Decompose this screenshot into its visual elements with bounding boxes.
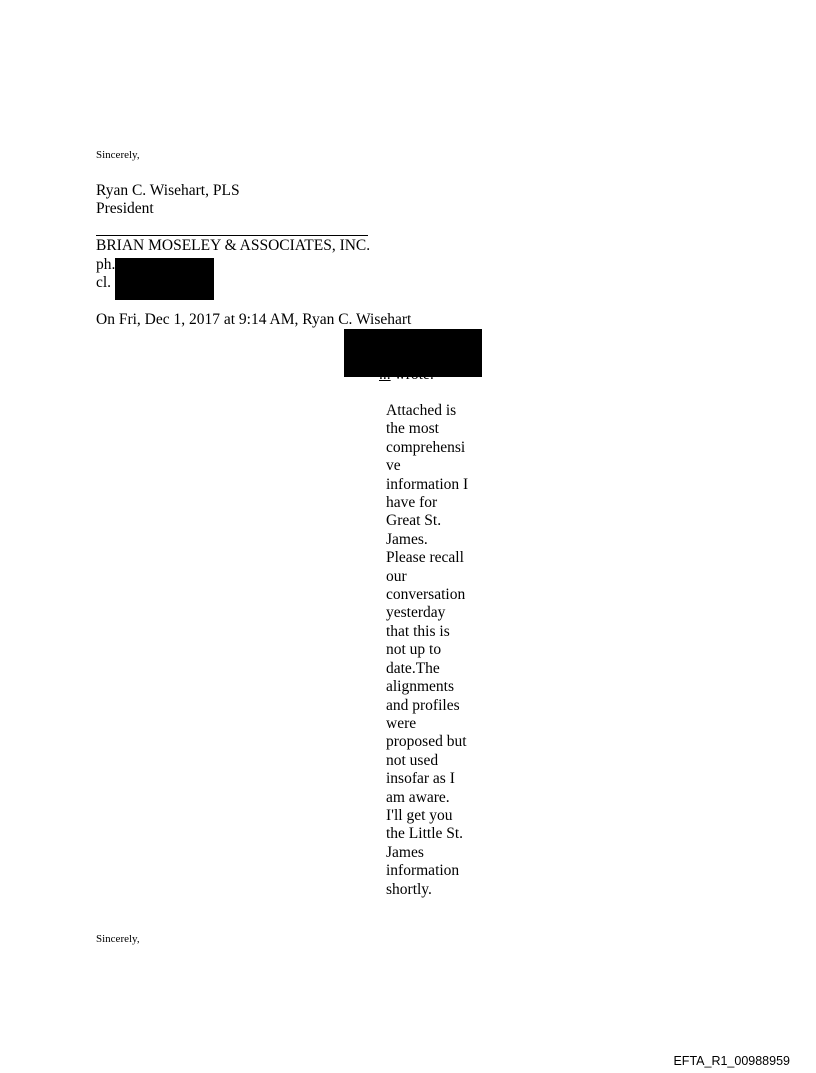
quoted-message-line: were: [386, 714, 417, 732]
quoted-message-line: James.: [386, 530, 428, 548]
document-id: EFTA_R1_00988959: [673, 1054, 790, 1068]
quoted-message-line: that this is: [386, 622, 450, 640]
quoted-message-line: conversation: [386, 586, 466, 604]
redaction-box-phone: [115, 258, 214, 300]
quoted-message-line: Please recall: [386, 549, 464, 567]
quoted-message-line: and profiles: [386, 696, 460, 714]
quoted-message-line: proposed but: [386, 733, 467, 751]
quoted-message-line: ve: [386, 457, 401, 475]
signer-title: President: [96, 200, 154, 217]
quoted-message-line: shortly.: [386, 880, 432, 898]
quoted-message-line: am aware.: [386, 788, 450, 806]
quoted-message-line: insofar as I: [386, 770, 455, 788]
redaction-box-email: [344, 329, 482, 377]
quoted-message-line: information I: [386, 475, 469, 493]
quoted-message-line: date.The: [386, 659, 440, 677]
cell-label: cl.: [96, 274, 112, 291]
quoted-message-body: [386, 402, 478, 899]
quoted-message-line: Great St.: [386, 512, 442, 530]
quote-intro: On Fri, Dec 1, 2017 at 9:14 AM, Ryan C. Wisehart: [96, 311, 412, 328]
signature-divider: [96, 235, 368, 236]
quoted-message-line: not up to: [386, 641, 442, 659]
quoted-message-line: yesterday: [386, 604, 446, 622]
quoted-message-line: I'll get you: [386, 806, 453, 824]
phone-label: ph.: [96, 256, 116, 273]
closing-sincerely-bottom: Sincerely,: [96, 933, 140, 945]
quoted-message-line: not used: [386, 751, 439, 769]
quoted-message-line: our: [386, 567, 407, 585]
signer-name: Ryan C. Wisehart, PLS: [96, 182, 240, 199]
closing-sincerely-top: Sincerely,: [96, 149, 140, 161]
company-name: BRIAN MOSELEY & ASSOCIATES, INC.: [96, 237, 371, 254]
quoted-message-line: James: [386, 843, 424, 861]
quoted-message-line: have for: [386, 494, 438, 512]
quoted-message-line: comprehensi: [386, 438, 466, 456]
quoted-message-line: information: [386, 862, 460, 880]
quoted-message-line: alignments: [386, 678, 455, 696]
quoted-message-line: the Little St.: [386, 825, 464, 843]
quoted-message-line: Attached is: [386, 402, 457, 419]
quoted-message-line: the most: [386, 420, 439, 438]
